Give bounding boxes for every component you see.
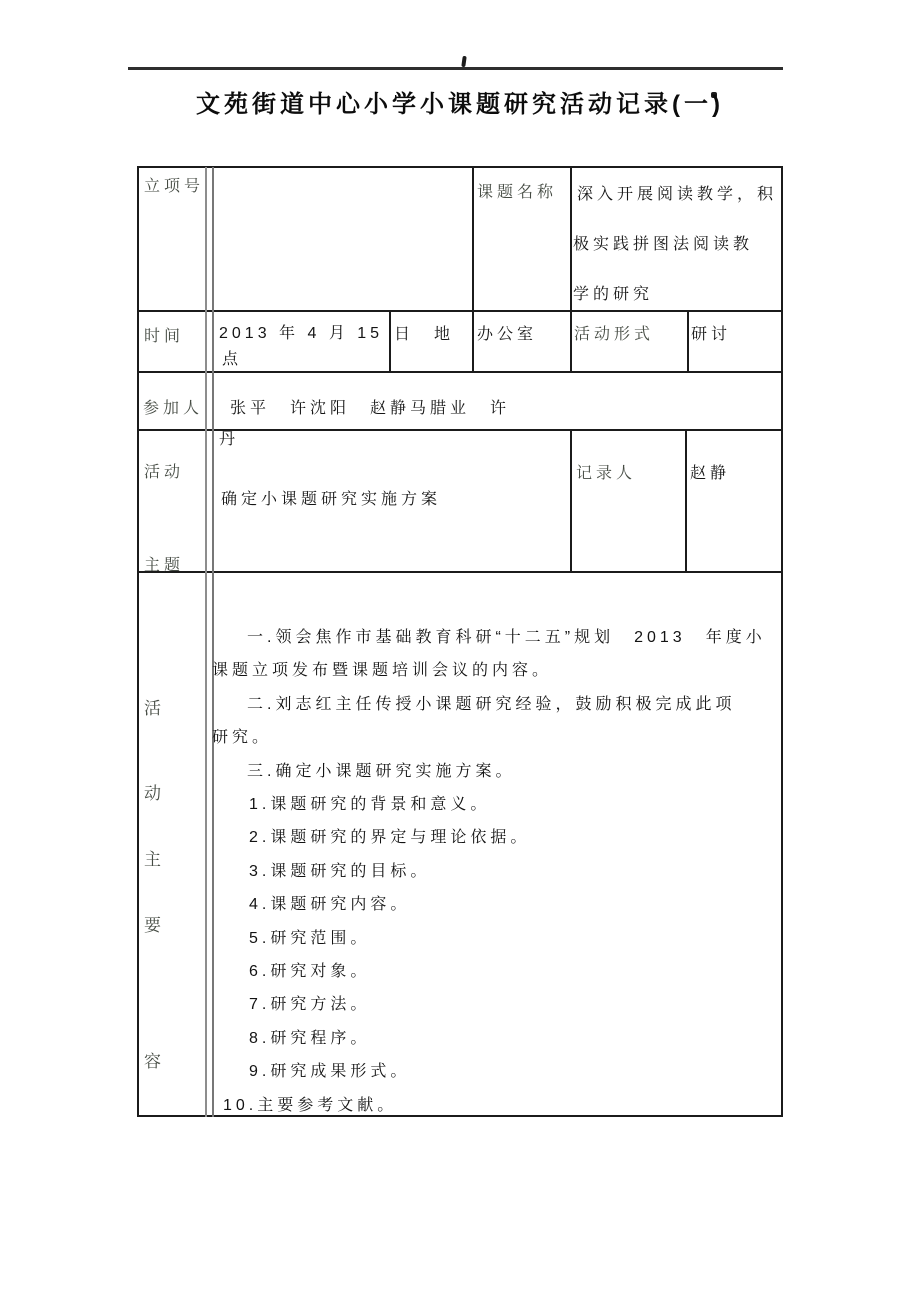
content-line: 1.课题研究的背景和意义。 [249,796,491,814]
day-place-fragment: 日 地 [394,326,455,343]
table-border-right [781,167,783,1117]
content-line: 4.课题研究内容。 [249,896,411,914]
table-border-left [137,167,139,1117]
vertical-label-char-4: 要 [144,916,161,935]
field-label-topic-name: 课题名称 [477,184,558,201]
vertical-label-char-2: 动 [144,784,161,803]
content-line: 三.确定小课题研究实施方案。 [247,762,516,780]
top-rule [128,67,783,70]
content-line: 10.主要参考文献。 [223,1096,398,1114]
field-label-project-number: 立项号 [144,178,205,195]
activity-theme-value: 确定小课题研究实施方案 [221,491,442,508]
column-line-a [472,167,474,372]
column-line-recorder-left [570,430,572,572]
content-line: 9.研究成果形式。 [249,1063,411,1081]
vertical-label-char-1: 活 [144,699,161,718]
content-line: 8.研究程序。 [249,1029,371,1047]
column-line-b [570,167,572,372]
activity-form-value: 研讨 [691,326,732,343]
topic-name-line-1: 深入开展阅读教学，积 [577,186,778,203]
content-line: 2.课题研究的界定与理论依据。 [249,829,531,847]
participants-value: 张平 许沈阳 赵静马腊业 许 [230,400,511,417]
content-line: 5.研究范围。 [249,929,371,947]
vertical-label-char-5: 容 [144,1052,161,1071]
topic-name-line-3: 学的研究 [573,286,654,303]
topic-name-line-2: 极实践拼图法阅读教 [573,236,754,253]
participants-value-wrap: 丹 [219,431,240,448]
field-label-participants: 参加人 [143,400,204,417]
content-line: 课题立项发布暨课题培训会议的内容。 [212,662,553,680]
content-line: 3.课题研究的目标。 [249,862,431,880]
table-border-top [137,166,783,168]
content-line: 6.研究对象。 [249,963,371,981]
field-label-activity-theme-bottom: 主题 [144,557,185,574]
content-line: 7.研究方法。 [249,996,371,1014]
field-label-activity-form: 活动形式 [574,326,655,343]
content-line: 一.领会焦作市基础教育科研“十二五”规划 2013 年度小 [247,629,766,646]
time-value-wrap: 点 [222,351,243,368]
activity-content-block [209,621,781,1122]
page-title: 文苑街道中心小学小课题研究活动记录(一) [196,91,724,118]
column-line-recorder-right [685,430,687,572]
scan-artifact-tick [461,56,466,67]
column-line-form [687,311,689,372]
time-value: 2013 年 4 月 15 [219,325,384,342]
recorder-value: 赵静 [690,465,731,482]
field-label-time: 时间 [144,328,185,345]
field-label-activity-theme-top: 活动 [144,464,185,481]
vertical-label-char-3: 主 [144,850,161,869]
field-label-recorder: 记录人 [576,465,637,482]
column-line-date [389,311,391,372]
content-line: 研究。 [212,729,273,747]
place-value: 办公室 [477,326,538,343]
content-line: 二.刘志红主任传授小课题研究经验，鼓励积极完成此项 [247,695,736,713]
